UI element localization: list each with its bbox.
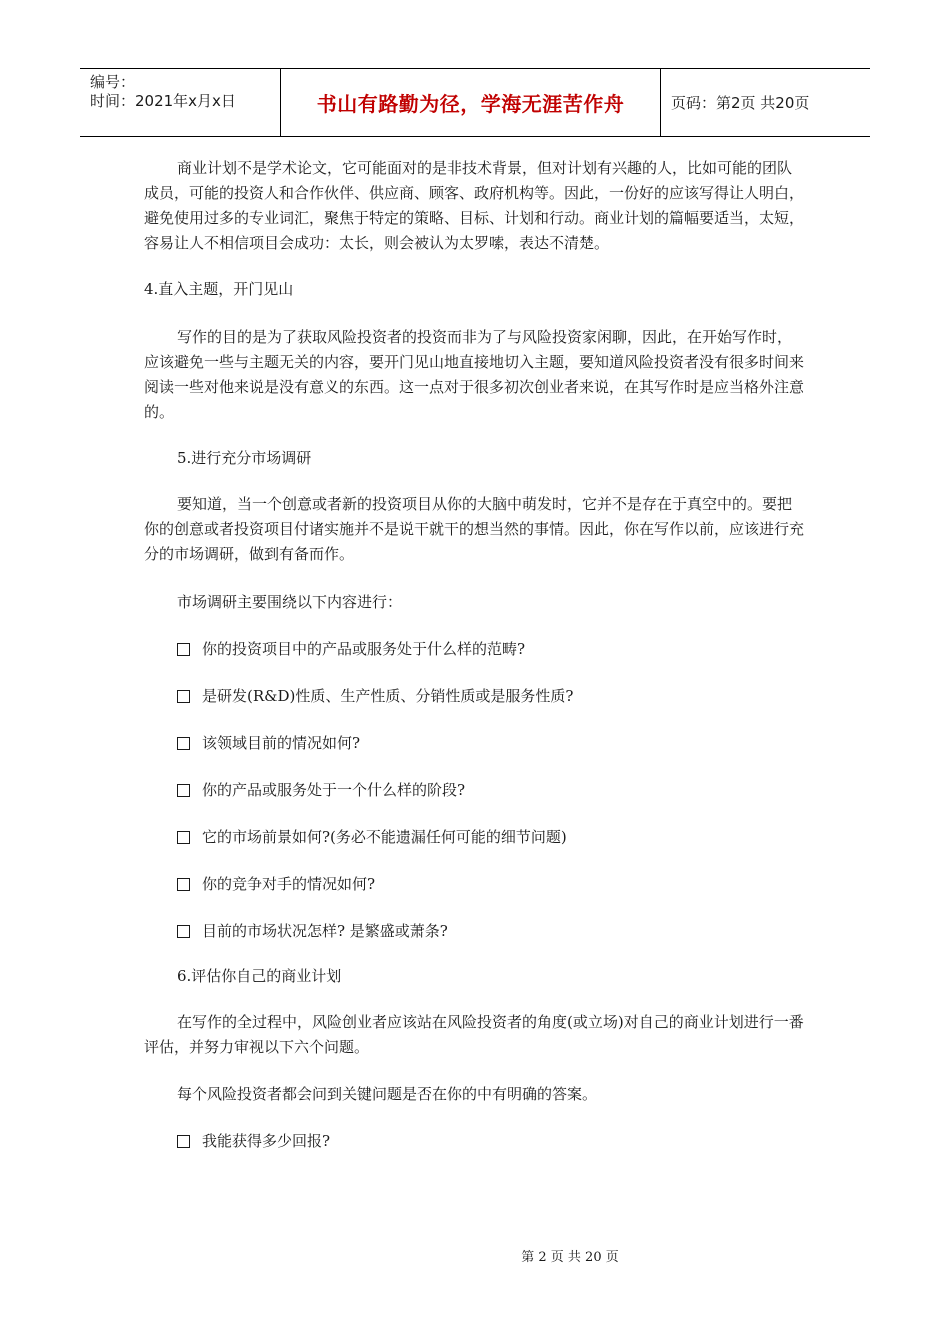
section-heading: 6.评估你自己的商业计划: [177, 967, 342, 985]
list-item: [144, 637, 804, 662]
document-body: [144, 156, 804, 1154]
section-heading: 4.直入主题，开门见山: [144, 280, 294, 298]
time-label: 时间：2021年x月x日: [90, 92, 236, 110]
list-item: [144, 778, 804, 803]
list-item-text: 是研发(R&D)性质、生产性质、分销性质或是服务性质?: [202, 687, 574, 705]
page-header: [80, 68, 870, 137]
paragraph: 市场调研主要围绕以下内容进行：: [177, 593, 403, 611]
section-heading: 5.进行充分市场调研: [177, 449, 312, 467]
paragraph: 每个风险投资者都会问到关键问题是否在你的中有明确的答案。: [177, 1085, 598, 1103]
list-item-text: 你的投资项目中的产品或服务处于什么样的范畴?: [202, 640, 526, 658]
list-item: [144, 825, 804, 850]
checkbox-icon: [177, 690, 190, 703]
list-item-text: 你的竞争对手的情况如何?: [202, 875, 376, 893]
footer-page-number: 第 2 页 共 20 页: [521, 1250, 619, 1265]
list-item: [144, 919, 804, 944]
list-item-text: 我能获得多少回报?: [202, 1132, 331, 1150]
list-item: [144, 731, 804, 756]
list-item-text: 目前的市场状况怎样? 是繁盛或萧条?: [202, 922, 448, 940]
page-footer: [0, 1246, 950, 1265]
paragraph: 商业计划不是学术论文，它可能面对的是非技术背景，但对计划有兴趣的人，比如可能的团队成员，可能的投资人和合作伙伴、供应商、顾客、政府机构等。因此，一份好的应该写得让人明白，避免使用过多的专业词汇，聚焦于特定的策略、目标、计划和行动。商业计划的篇幅要适当，太短，容易让人不相信项目会成功：太长，则会被认为太罗嗦，表达不清楚。: [144, 159, 805, 252]
list-item-text: 它的市场前景如何?(务必不能遗漏任何可能的细节问题): [202, 828, 567, 846]
paragraph: 在写作的全过程中，风险创业者应该站在风险投资者的角度(或立场)对自己的商业计划进行一番评估，并努力审视以下六个问题。: [144, 1013, 804, 1056]
checkbox-icon: [177, 1135, 190, 1148]
list-item-text: 该领域目前的情况如何?: [202, 734, 361, 752]
header-motto: 书山有路勤为径，学海无涯苦作舟: [281, 69, 661, 136]
list-item: [144, 1129, 804, 1154]
checkbox-icon: [177, 831, 190, 844]
header-page-info: 页码：第2页 共20页: [671, 94, 810, 112]
checkbox-icon: [177, 643, 190, 656]
checkbox-icon: [177, 737, 190, 750]
list-item-text: 你的产品或服务处于一个什么样的阶段?: [202, 781, 466, 799]
header-meta: [80, 69, 281, 136]
paragraph: 要知道，当一个创意或者新的投资项目从你的大脑中萌发时，它并不是存在于真空中的。要把你的创意或者投资项目付诸实施并不是说干就干的想当然的事情。因此，你在写作以前，应该进行充分的市场调研，做到有备而作。: [144, 495, 805, 563]
number-label: 编号：: [90, 73, 136, 91]
list-item: [144, 684, 804, 709]
checkbox-icon: [177, 878, 190, 891]
checkbox-icon: [177, 784, 190, 797]
paragraph: 写作的目的是为了获取风险投资者的投资而非为了与风险投资家闲聊，因此，在开始写作时，应该避免一些与主题无关的内容，要开门见山地直接地切入主题，要知道风险投资者没有很多时间来阅读一些对他来说是没有意义的东西。这一点对于很多初次创业者来说，在其写作时是应当格外注意的。: [144, 328, 805, 421]
checkbox-icon: [177, 925, 190, 938]
list-item: [144, 872, 804, 897]
